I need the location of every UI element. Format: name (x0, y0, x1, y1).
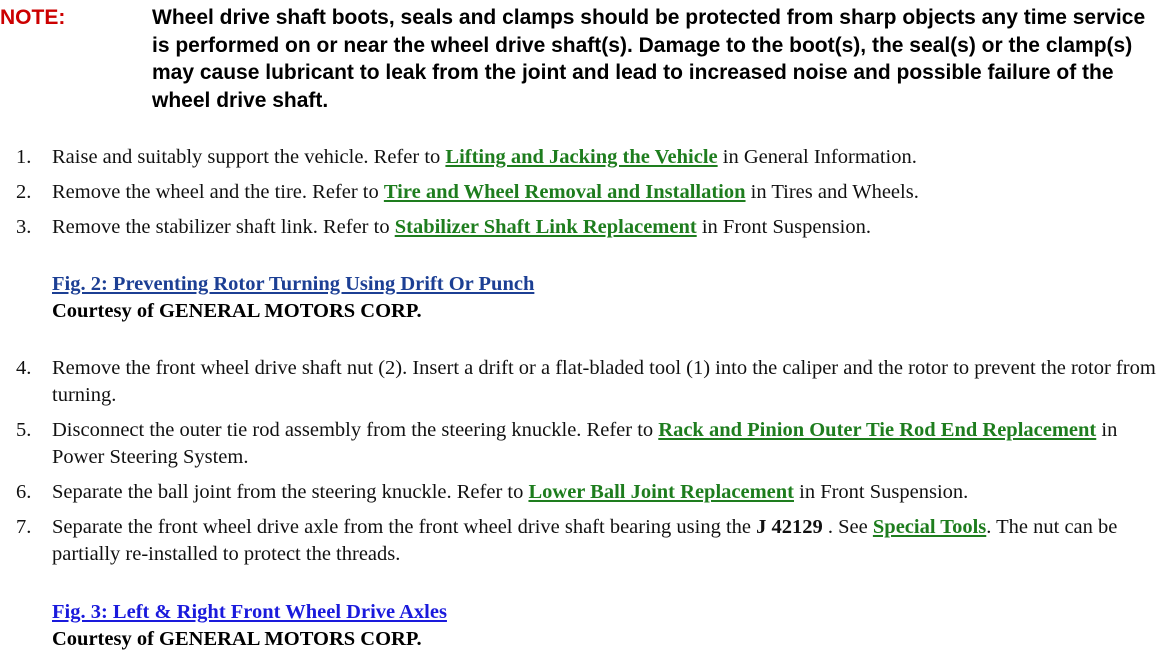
step-6 (0, 479, 1168, 506)
link-lower-ball-joint[interactable]: Lower Ball Joint Replacement (528, 481, 794, 503)
step-text-end: in Power Steering System. (52, 419, 1118, 468)
step-text-end: . The nut can be partially re-installed to protect the threads. (52, 516, 1118, 565)
step-text-end: in Front Suspension. (696, 216, 871, 238)
step-text: Remove the front wheel drive shaft nut (2). Insert a drift or a flat-bladed tool (1) into the caliper and the rotor to prevent the rotor from turning. (52, 357, 1156, 406)
step-number: 4. (16, 357, 32, 379)
step-text: Remove the wheel and the tire. Refer to (52, 181, 384, 203)
step-text-end: in Front Suspension. (794, 481, 969, 503)
link-outer-tie-rod-end[interactable]: Rack and Pinion Outer Tie Rod End Replacement (658, 419, 1097, 441)
step-text: Raise and suitably support the vehicle. Refer to (52, 146, 446, 168)
figure-2-link[interactable]: Fig. 2: Preventing Rotor Turning Using Drift Or Punch (52, 273, 535, 295)
step-1 (0, 144, 1168, 171)
step-number: 7. (16, 516, 32, 538)
step-text-mid: . See (822, 516, 873, 538)
note-label: NOTE: (0, 6, 66, 29)
step-4 (0, 355, 1168, 409)
procedure-steps-part-1 (0, 144, 1168, 249)
step-text: Separate the front wheel drive axle from the front wheel drive shaft bearing using the (52, 516, 757, 538)
step-text-end: in General Information. (717, 146, 917, 168)
step-number: 6. (16, 481, 32, 503)
step-number: 5. (16, 419, 32, 441)
step-text: Disconnect the outer tie rod assembly from the steering knuckle. Refer to (52, 419, 659, 441)
link-tire-and-wheel-removal[interactable]: Tire and Wheel Removal and Installation (383, 181, 746, 203)
figure-3-caption (52, 599, 447, 653)
step-text: Remove the stabilizer shaft link. Refer to (52, 216, 395, 238)
step-number: 1. (16, 146, 32, 168)
link-stabilizer-shaft-link[interactable]: Stabilizer Shaft Link Replacement (394, 216, 697, 238)
step-number: 2. (16, 181, 32, 203)
step-5 (0, 417, 1168, 471)
figure-2-caption (52, 271, 534, 325)
step-7 (0, 514, 1168, 568)
link-lifting-and-jacking[interactable]: Lifting and Jacking the Vehicle (445, 146, 718, 168)
procedure-steps-part-2 (0, 355, 1168, 576)
figure-3-courtesy: Courtesy of GENERAL MOTORS CORP. (52, 628, 422, 650)
step-3 (0, 214, 1168, 241)
step-text-end: in Tires and Wheels. (745, 181, 919, 203)
figure-2-courtesy: Courtesy of GENERAL MOTORS CORP. (52, 300, 422, 322)
link-special-tools[interactable]: Special Tools (872, 516, 987, 538)
step-2 (0, 179, 1168, 206)
step-text: Separate the ball joint from the steering knuckle. Refer to (52, 481, 529, 503)
tool-number: J 42129 (756, 516, 823, 538)
figure-3-link[interactable]: Fig. 3: Left & Right Front Wheel Drive Axles (52, 601, 447, 623)
step-number: 3. (16, 216, 32, 238)
note-text: Wheel drive shaft boots, seals and clamps should be protected from sharp objects any time service is performed on or near the wheel drive shaft(s). Damage to the boot(s), the seal(s) or the clamp(s) may cause lubricant to leak from the joint and lead to increased noise and possible failure of the wheel drive shaft. (152, 6, 1146, 112)
